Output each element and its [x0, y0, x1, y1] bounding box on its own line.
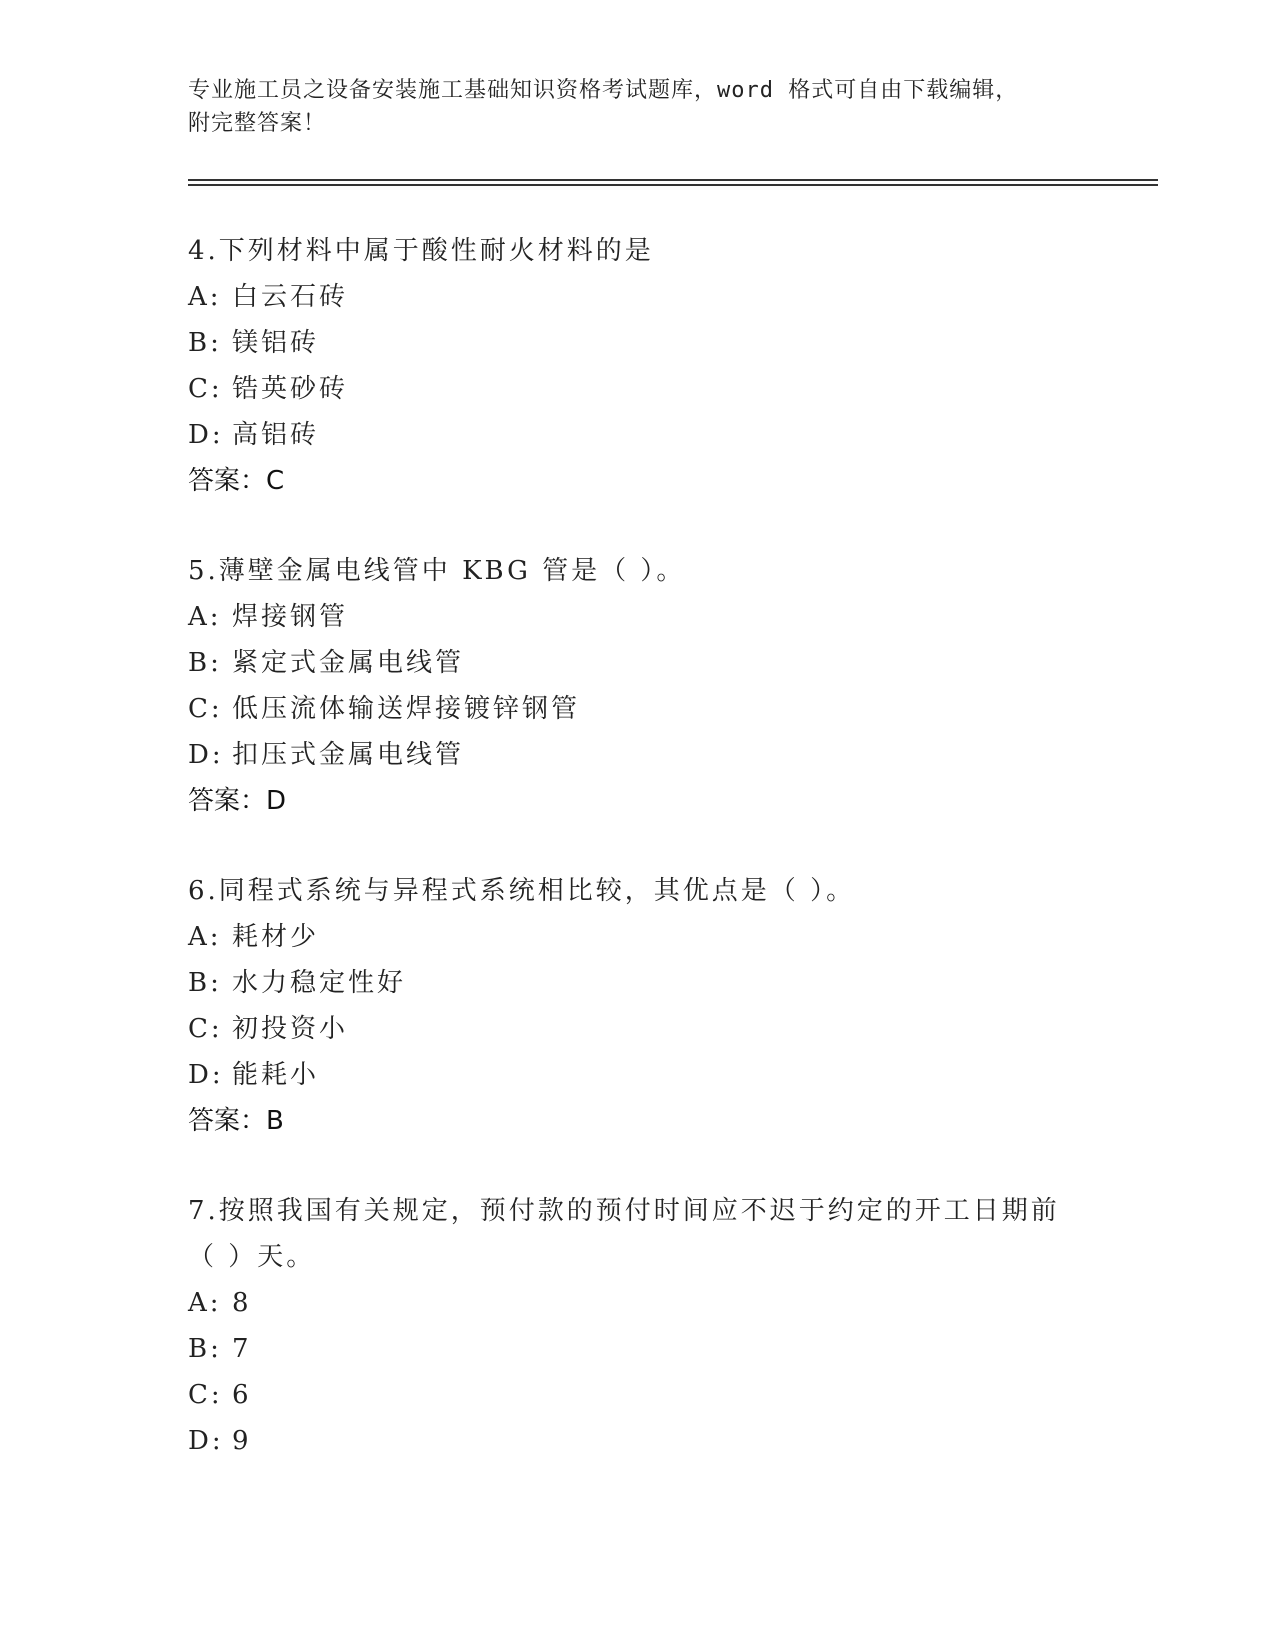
header-line-1: 专业施工员之设备安装施工基础知识资格考试题库，word 格式可自由下载编辑，	[188, 78, 1019, 103]
option-text: 高铝砖	[232, 420, 320, 450]
option-b	[188, 960, 1088, 1006]
option-d	[188, 1052, 1088, 1098]
option-a	[188, 274, 1088, 320]
option-key: D:	[188, 420, 224, 450]
option-text: 锆英砂砖	[232, 374, 349, 404]
option-d	[188, 1418, 1088, 1464]
option-key: B:	[188, 648, 222, 678]
option-key: B:	[188, 328, 222, 358]
option-key: A:	[188, 1288, 222, 1318]
header-divider-bottom	[188, 184, 1158, 186]
option-key: A:	[188, 282, 222, 312]
answer-label: 答案：C	[188, 466, 285, 496]
question-stem-line-1: 7.按照我国有关规定，预付款的预付时间应不迟于约定的开工日期前	[188, 1196, 1060, 1226]
question-stem: 4.下列材料中属于酸性耐火材料的是	[188, 236, 654, 266]
question-4	[188, 228, 1088, 504]
option-text: 低压流体输送焊接镀锌钢管	[232, 694, 581, 724]
answer-label: 答案：D	[188, 786, 287, 816]
question-stem: 5.薄壁金属电线管中 KBG 管是（ ）。	[188, 556, 686, 586]
option-c	[188, 686, 1088, 732]
question-7	[188, 1188, 1088, 1464]
option-key: A:	[188, 922, 222, 952]
option-a	[188, 914, 1088, 960]
option-text: 7	[232, 1334, 252, 1364]
option-key: B:	[188, 1334, 222, 1364]
option-c	[188, 1372, 1088, 1418]
option-text: 水力稳定性好	[232, 968, 407, 998]
document-header	[188, 74, 1088, 140]
option-text: 焊接钢管	[232, 602, 349, 632]
option-text: 耗材少	[232, 922, 320, 952]
option-key: D:	[188, 740, 224, 770]
option-key: A:	[188, 602, 222, 632]
option-key: C:	[188, 694, 223, 724]
option-c	[188, 1006, 1088, 1052]
question-5	[188, 548, 1088, 824]
option-text: 镁铝砖	[232, 328, 320, 358]
option-c	[188, 366, 1088, 412]
option-key: C:	[188, 1380, 223, 1410]
option-key: B:	[188, 968, 222, 998]
option-d	[188, 732, 1088, 778]
option-text: 能耗小	[232, 1060, 320, 1090]
question-stem: 6.同程式系统与异程式系统相比较，其优点是（ ）。	[188, 876, 856, 906]
header-line-2: 附完整答案！	[188, 111, 327, 136]
option-b	[188, 320, 1088, 366]
option-a	[188, 594, 1088, 640]
option-a	[188, 1280, 1088, 1326]
answer-label: 答案：B	[188, 1106, 284, 1136]
option-text: 白云石砖	[232, 282, 349, 312]
question-6	[188, 868, 1088, 1144]
option-key: C:	[188, 374, 223, 404]
option-text: 9	[232, 1426, 252, 1456]
option-b	[188, 640, 1088, 686]
option-text: 紧定式金属电线管	[232, 648, 465, 678]
option-text: 8	[232, 1288, 252, 1318]
option-b	[188, 1326, 1088, 1372]
question-stem-line-2: （ ）天。	[188, 1242, 316, 1272]
option-text: 初投资小	[232, 1014, 349, 1044]
option-d	[188, 412, 1088, 458]
option-key: D:	[188, 1426, 224, 1456]
option-text: 扣压式金属电线管	[232, 740, 465, 770]
option-key: C:	[188, 1014, 223, 1044]
option-text: 6	[232, 1380, 252, 1410]
header-divider-top	[188, 179, 1158, 181]
option-key: D:	[188, 1060, 224, 1090]
